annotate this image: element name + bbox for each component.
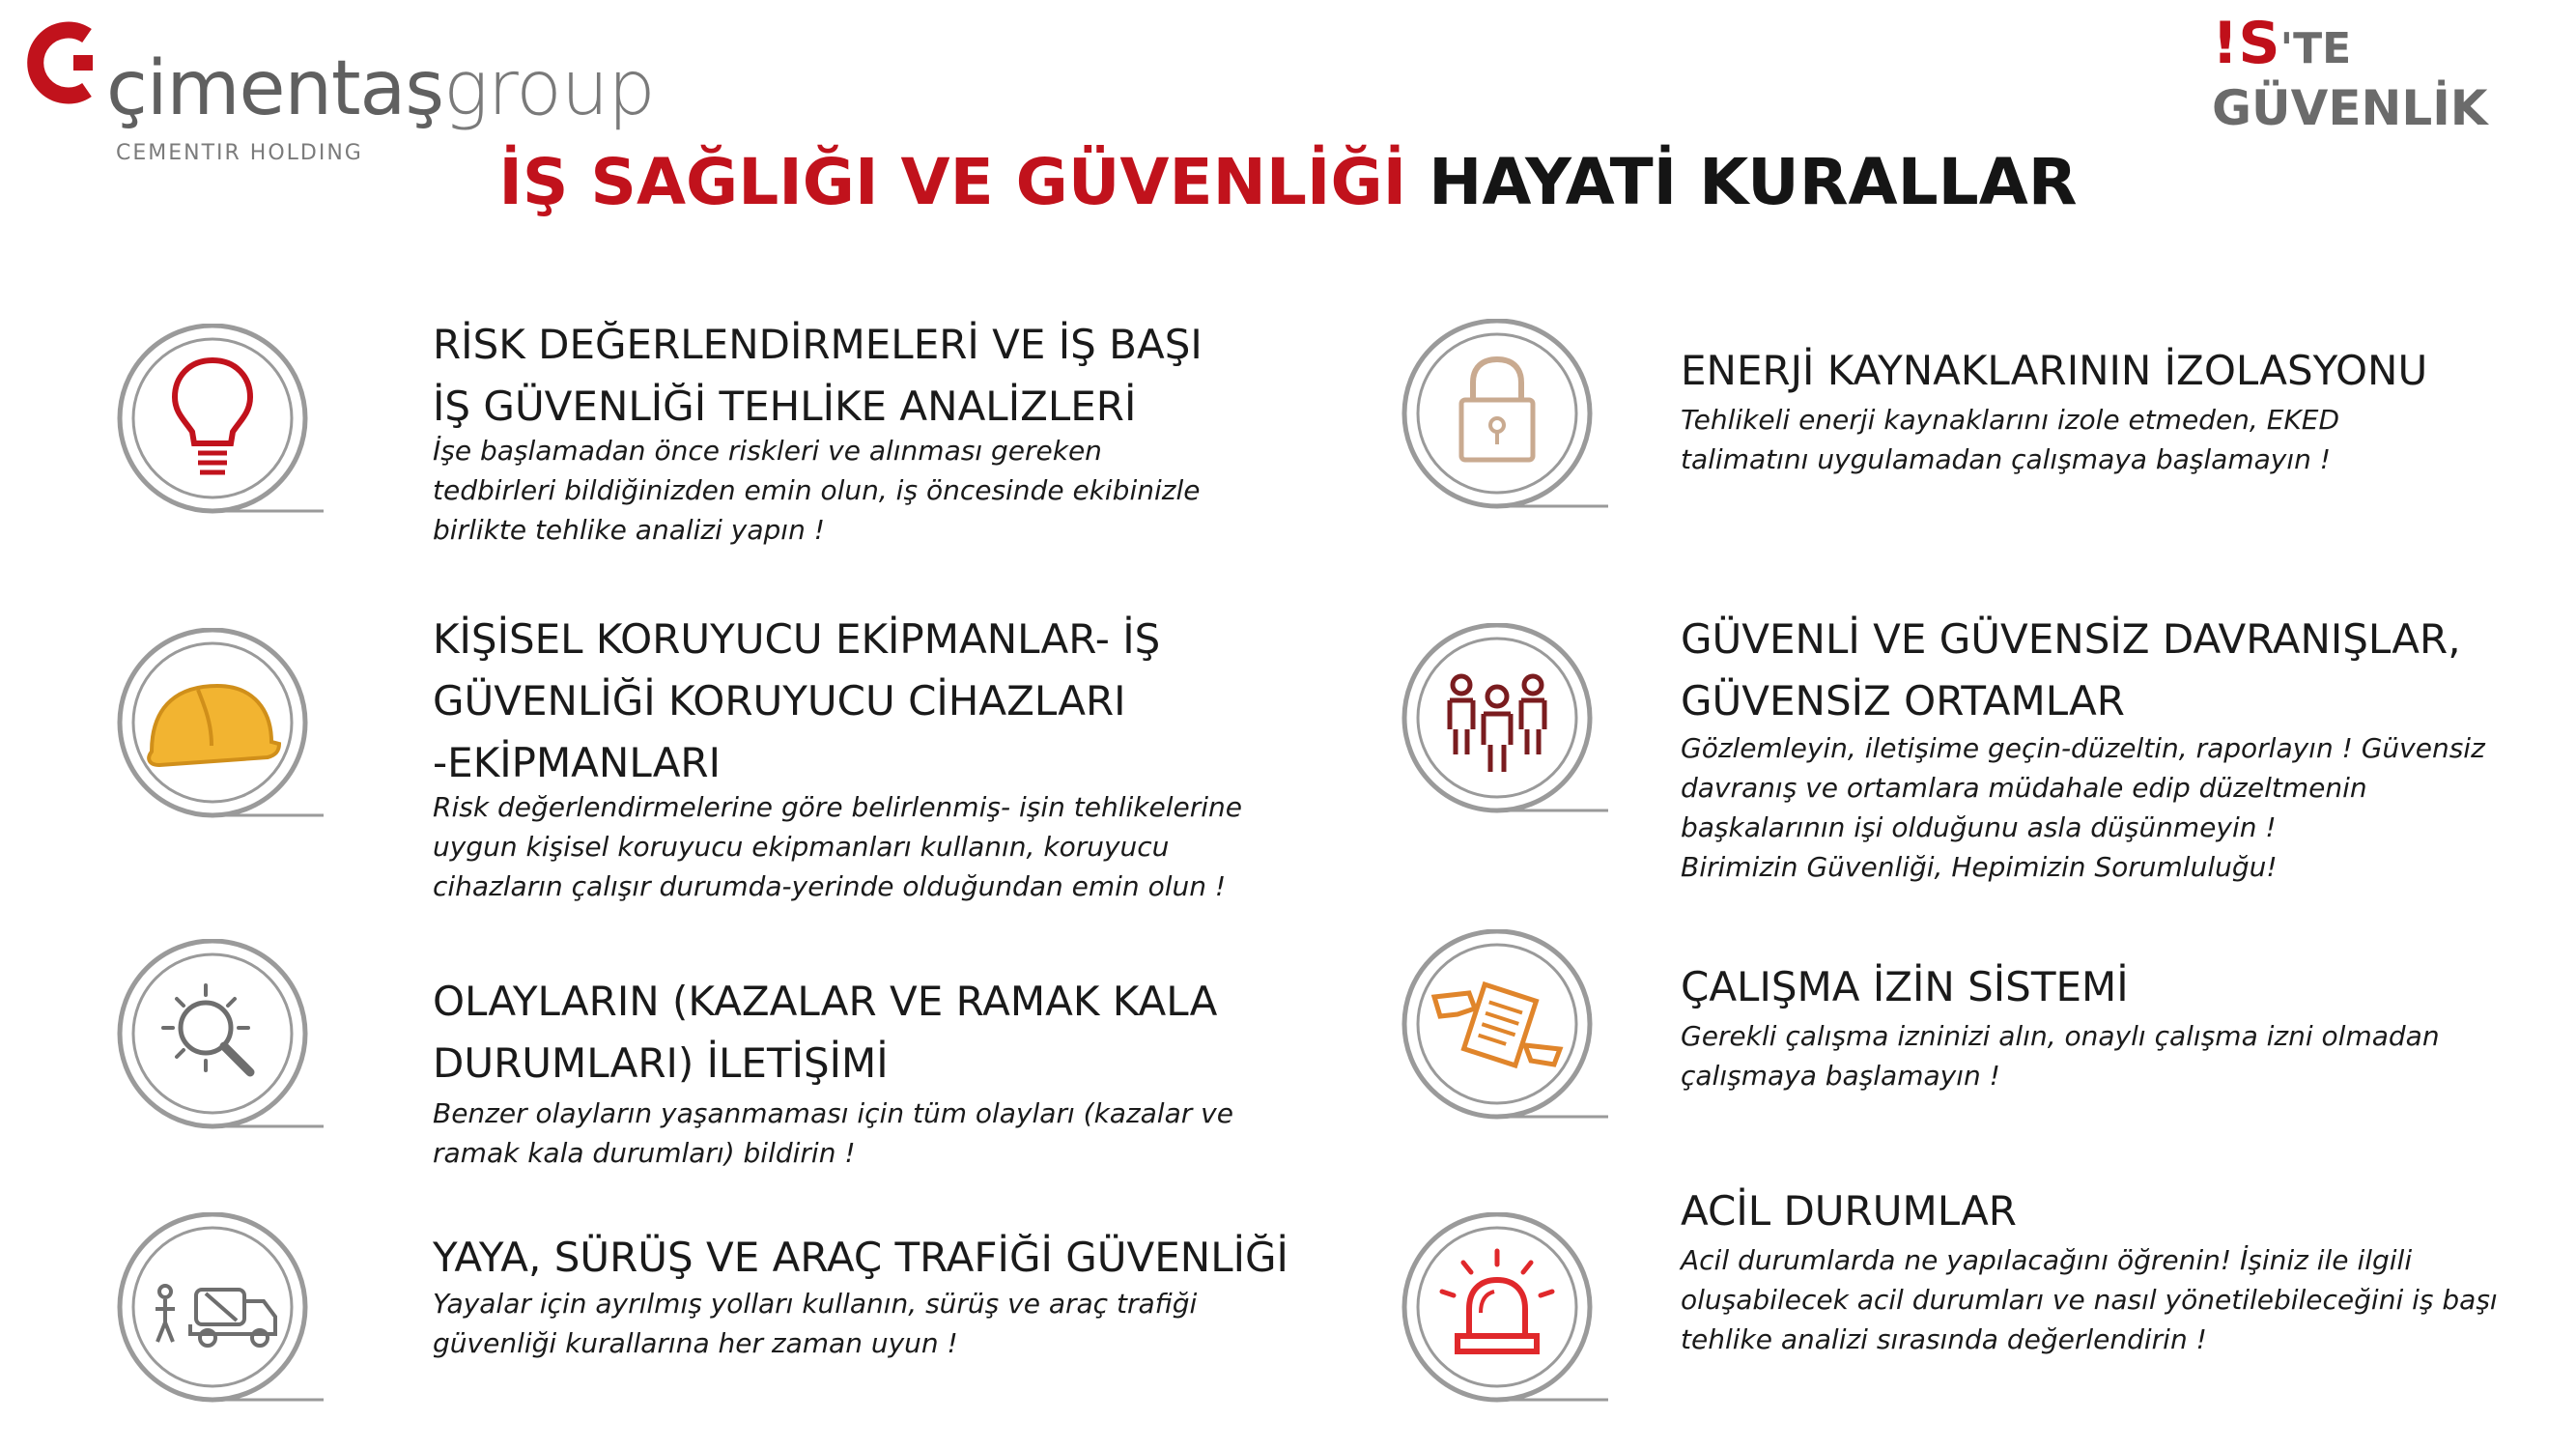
brand-name xyxy=(106,45,655,132)
padlock-icon xyxy=(1376,319,1628,512)
safety-logo-excl: ! xyxy=(2212,10,2239,77)
light-bulb-icon xyxy=(92,324,343,517)
rule-icon-frame xyxy=(92,324,343,517)
rule-icon-frame xyxy=(1376,1212,1628,1406)
brand-name-part1: çimentaş xyxy=(106,45,443,132)
work-permit-icon xyxy=(1376,929,1628,1122)
rule-description: Benzer olayların yaşanmaması için tüm olayları (kazalar ve ramak kala durumları) bildirin ! xyxy=(433,1097,1233,1169)
hard-hat-icon xyxy=(92,628,343,821)
rule-title: RİSK DEĞERLENDİRMELERİ VE İŞ BAŞI İŞ GÜVENLİĞİ TEHLİKE ANALİZLERİ xyxy=(433,321,1203,430)
rule-description: Gerekli çalışma izninizi alın, onaylı çalışma izni olmadan çalışmaya başlamayın ! xyxy=(1681,1020,2440,1092)
safety-logo-line2: GÜVENLİK xyxy=(2212,80,2488,136)
safety-logo-s: S xyxy=(2238,10,2280,77)
rule-icon-frame xyxy=(1376,623,1628,816)
safety-logo-line1 xyxy=(2212,10,2352,77)
rule-title: GÜVENLİ VE GÜVENSİZ DAVRANIŞLAR, GÜVENSİZ ORTAMLAR xyxy=(1681,615,2461,724)
rule-description: Risk değerlendirmelerine göre belirlenmiş- işin tehlikelerine uygun kişisel koruyucu ekipmanları kullanın, koruyucu cihazların çalışır durumda-yerinde olduğundan emin olun ! xyxy=(433,791,1242,902)
people-group-icon xyxy=(1376,623,1628,816)
rule-title: ACİL DURUMLAR xyxy=(1681,1187,2017,1235)
rule-icon-frame xyxy=(92,939,343,1132)
rule-title: KİŞİSEL KORUYUCU EKİPMANLAR- İŞ GÜVENLİĞİ KORUYUCU CİHAZLARI -EKİPMANLARI xyxy=(433,615,1161,786)
rule-icon-frame xyxy=(1376,319,1628,512)
safety-logo-suffix: 'TE xyxy=(2279,24,2352,73)
rule-description: İşe başlamadan önce riskleri ve alınması gereken tedbirleri bildiğinizden emin olun, iş öncesinde ekibinizle birlikte tehlike analizi yapın ! xyxy=(433,435,1201,546)
brand-name-part2: group xyxy=(442,45,655,132)
rule-title: ENERJİ KAYNAKLARININ İZOLASYONU xyxy=(1681,347,2428,394)
brand-logo xyxy=(12,14,688,165)
rule-description: Acil durumlarda ne yapılacağını öğrenin! İşiniz ile ilgili oluşabilecek acil durumları ve nasıl yönetilebileceğini iş başı tehlike analizi sırasında değerlendirin ! xyxy=(1681,1244,2498,1355)
rule-description: Yayalar için ayrılmış yolları kullanın, sürüş ve araç trafiği güvenliği kurallarına her zaman uyun ! xyxy=(433,1288,1198,1359)
rule-title: OLAYLARIN (KAZALAR VE RAMAK KALA DURUMLARI) İLETİŞİMİ xyxy=(433,978,1218,1087)
page-title-dark: HAYATİ KURALLAR xyxy=(1429,145,2078,219)
safety-logo xyxy=(2212,10,2560,140)
page-title-red: İŞ SAĞLIĞI VE GÜVENLİĞİ xyxy=(498,145,1407,219)
page-title xyxy=(0,145,2576,219)
rule-description: Gözlemleyin, iletişime geçin-düzeltin, raporlayın ! Güvensiz davranış ve ortamlara müdahale edip düzeltmenin başkalarının işi olduğunu asla düşünmeyin ! Birimizin Güvenliği, Hepimizin Sorumluluğu! xyxy=(1681,732,2485,883)
rule-title: YAYA, SÜRÜŞ VE ARAÇ TRAFİĞİ GÜVENLİĞİ xyxy=(433,1234,1288,1281)
rule-icon-frame xyxy=(92,628,343,821)
emergency-siren-icon xyxy=(1376,1212,1628,1406)
rule-title: ÇALIŞMA İZİN SİSTEMİ xyxy=(1681,963,2129,1010)
truck-pedestrian-icon xyxy=(92,1212,343,1406)
brand-subtitle: CEMENTIR HOLDING xyxy=(116,141,363,165)
magnifier-icon xyxy=(92,939,343,1132)
rule-icon-frame xyxy=(1376,929,1628,1122)
rule-description: Tehlikeli enerji kaynaklarını izole etmeden, EKED talimatını uygulamadan çalışmaya başlamayın ! xyxy=(1681,404,2340,475)
rule-icon-frame xyxy=(92,1212,343,1406)
